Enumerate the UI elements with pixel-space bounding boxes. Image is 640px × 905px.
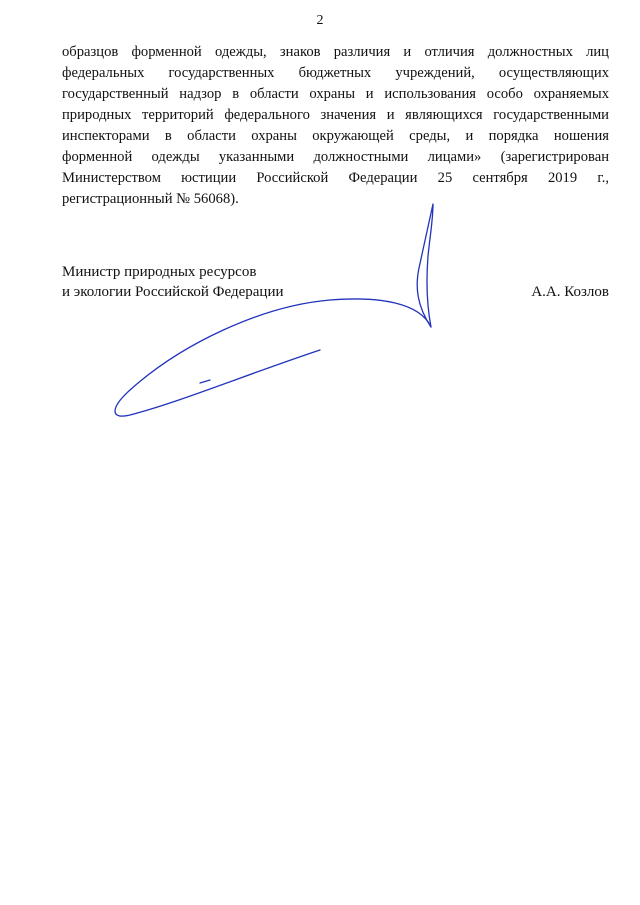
signatory-name: А.А. Козлов <box>531 284 609 300</box>
page-number: 2 <box>316 13 324 28</box>
signature-stroke <box>200 380 210 383</box>
signature-stroke <box>115 299 431 416</box>
body-line: инспекторами в области охраны окружающей среды, и порядка ношения <box>62 128 609 144</box>
body-line: федеральных государственных бюджетных учреждений, осуществляющих <box>62 65 609 81</box>
body-line: образцов форменной одежды, знаков различия и отличия должностных лиц <box>62 44 609 60</box>
body-text <box>62 42 609 210</box>
body-line: регистрационный № 56068). <box>62 191 239 207</box>
body-line: Министерством юстиции Российской Федерации 25 сентября 2019 г., <box>62 170 609 186</box>
body-line: форменной одежды указанными должностными лицами» (зарегистрирован <box>62 149 609 165</box>
signatory-title-line-1: Министр природных ресурсов <box>62 264 257 280</box>
signature-block <box>62 262 609 302</box>
body-line: природных территорий федерального значения и являющихся государственными <box>62 107 609 123</box>
signatory-title-line-2: и экологии Российской Федерации <box>62 284 284 300</box>
body-line: государственный надзор в области охраны и использования особо охраняемых <box>62 86 609 102</box>
